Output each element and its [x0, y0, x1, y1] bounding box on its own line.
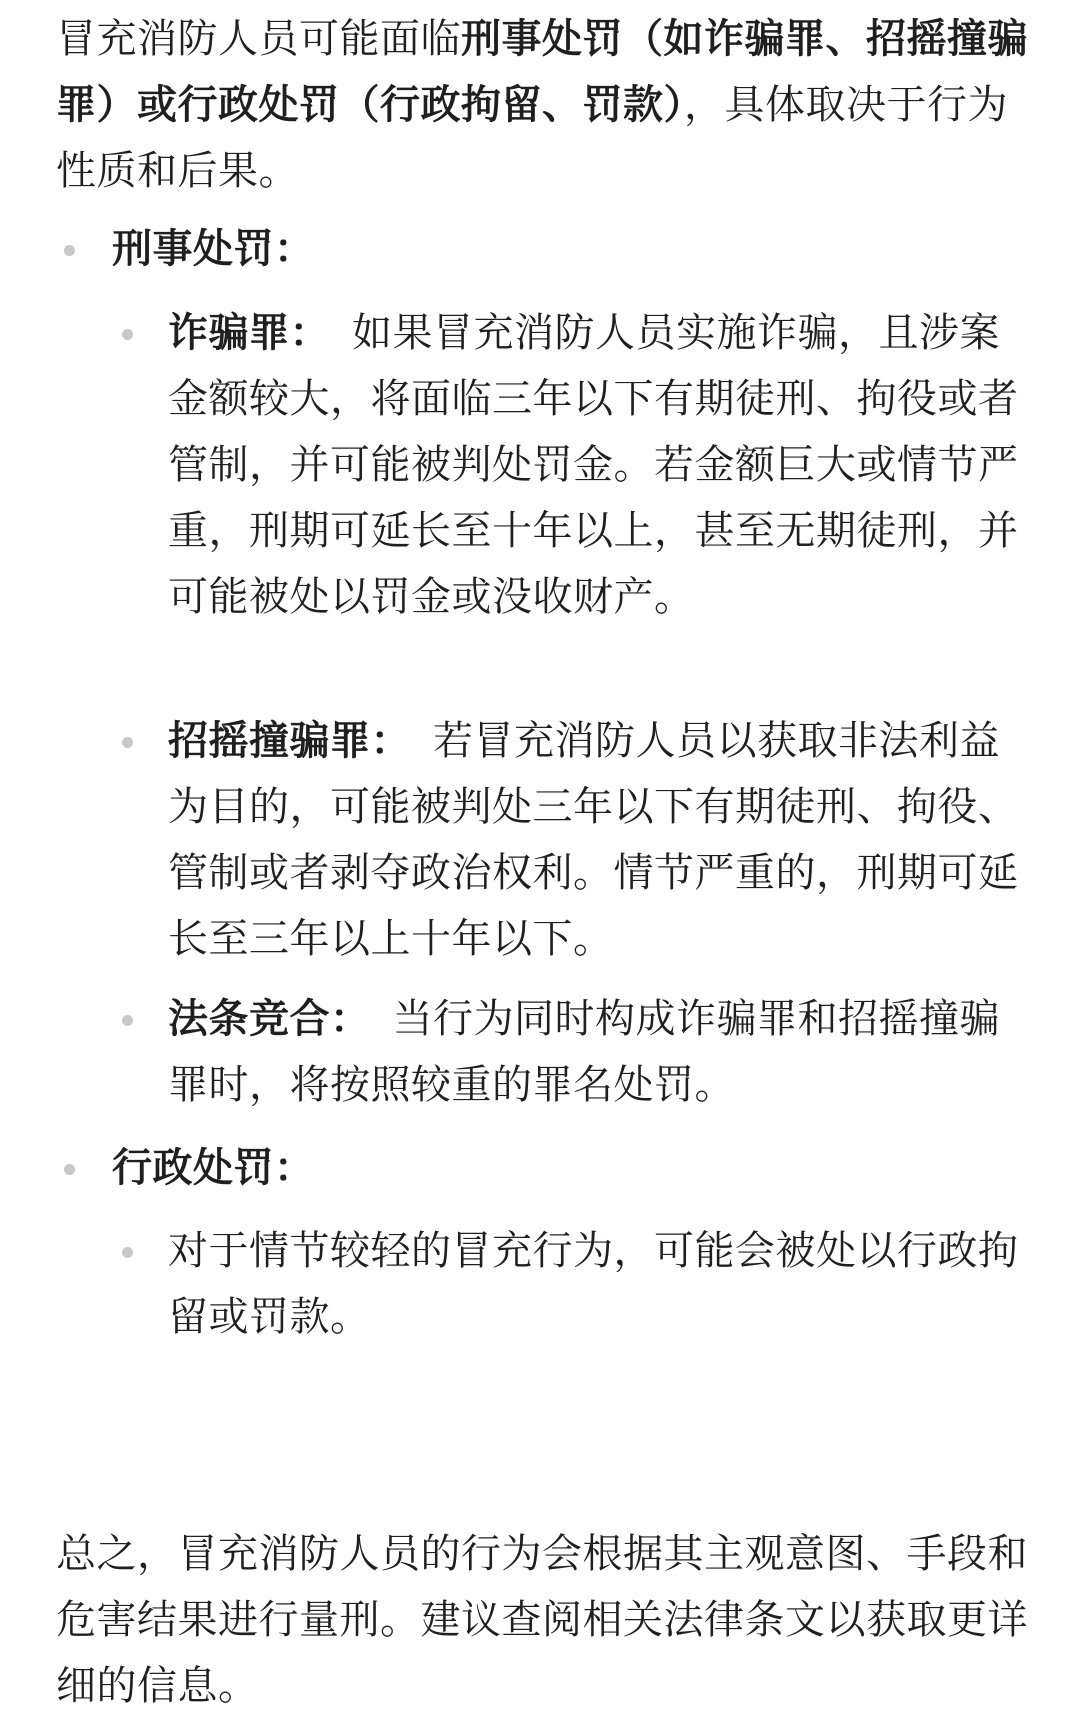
bullet-icon — [64, 1164, 75, 1175]
fraud-text: 如果冒充消防人员实施诈骗，且涉案金额较大，将面临三年以下有期徒刑、拘役或者管制，并可能被判处罚金。若金额巨大或情节严重，刑期可延长至十年以上，甚至无期徒刑，并可能被处以罚金或没收财产。 — [168, 310, 1019, 620]
intro-text-before: 冒充消防人员可能面临 — [56, 16, 461, 62]
list-item-criminal — [112, 216, 1032, 282]
list-item-fraud — [168, 300, 1028, 630]
bullet-icon — [122, 737, 133, 748]
list-item-administrative — [112, 1135, 1032, 1201]
concurrence-text: 当行为同时构成诈骗罪和招摇撞骗罪时，将按照较重的罪名处罚。 — [168, 996, 1000, 1108]
bullet-icon — [122, 1247, 133, 1258]
summary-paragraph — [56, 1521, 1031, 1719]
list-item-swindling — [168, 708, 1028, 972]
bullet-icon — [122, 329, 133, 340]
criminal-heading: 刑事处罚： — [112, 226, 315, 272]
intro-text-after: ，具体取决于行为性质和后果。 — [56, 82, 1008, 194]
swindling-text: 若冒充消防人员以获取非法利益为目的，可能被判处三年以下有期徒刑、拘役、管制或者剥夺政治权利。情节严重的，刑期可延长至三年以上十年以下。 — [168, 718, 1019, 962]
administrative-text: 对于情节较轻的冒充行为，可能会被处以行政拘留或罚款。 — [168, 1228, 1019, 1340]
summary-text: 总之，冒充消防人员的行为会根据其主观意图、手段和危害结果进行量刑。建议查阅相关法律条文以获取更详细的信息。 — [56, 1531, 1028, 1709]
intro-paragraph — [56, 6, 1031, 204]
list-item-administrative-detail — [168, 1218, 1028, 1350]
fraud-title: 诈骗罪： — [168, 310, 330, 356]
bullet-icon — [64, 245, 75, 256]
administrative-heading: 行政处罚： — [112, 1145, 315, 1191]
bullet-icon — [122, 1015, 133, 1026]
concurrence-title: 法条竞合： — [168, 996, 371, 1042]
intro-bold-text: 刑事处罚（如诈骗罪、招摇撞骗罪）或行政处罚（行政拘留、罚款） — [56, 16, 1028, 128]
swindling-title: 招摇撞骗罪： — [168, 718, 411, 764]
list-item-concurrence — [168, 986, 1028, 1118]
